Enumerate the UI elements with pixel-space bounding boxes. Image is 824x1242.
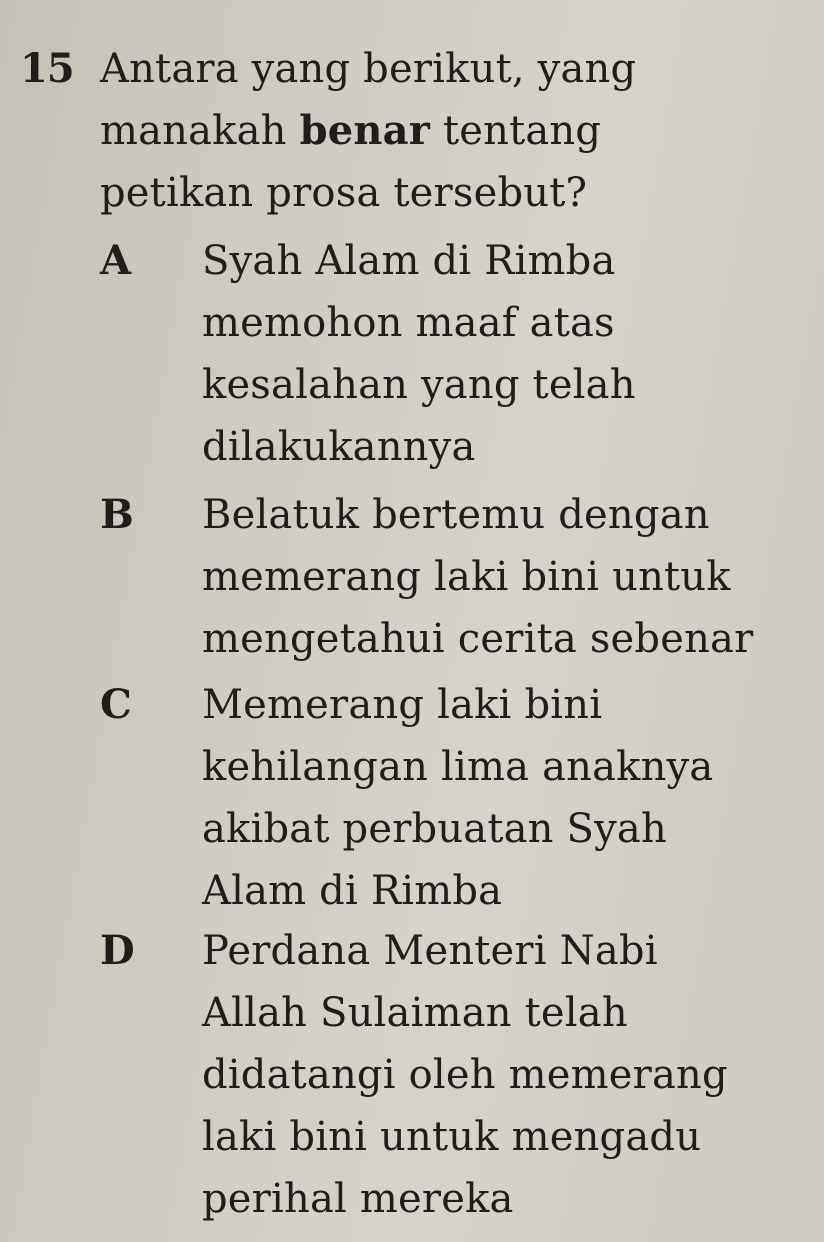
stem-line-3: petikan prosa tersebut? <box>100 170 588 216</box>
option-letter: C <box>100 681 132 728</box>
option-text-line: laki bini untuk mengadu <box>202 1114 702 1160</box>
option-text-line: dilakukannya <box>202 424 476 470</box>
option-text-line: kehilangan lima anaknya <box>202 744 714 790</box>
option-letter: D <box>100 927 135 974</box>
option-letter: A <box>100 237 132 284</box>
option-text-line: mengetahui cerita sebenar <box>202 616 754 662</box>
stem-line-1: Antara yang berikut, yang <box>100 46 637 92</box>
stem-word-tentang: tentang <box>442 108 602 154</box>
option-text-line: akibat perbuatan Syah <box>202 806 667 852</box>
stem-line-2 <box>100 100 601 162</box>
option-text-line: perihal mereka <box>202 1176 514 1222</box>
option-text-line: Belatuk bertemu dengan <box>202 492 710 538</box>
option-text-line: didatangi oleh memerang <box>202 1052 728 1098</box>
stem-emphasis-benar: benar <box>299 107 431 154</box>
option-text-line: Memerang laki bini <box>202 682 603 728</box>
option-text-line: memerang laki bini untuk <box>202 554 731 600</box>
option-text-line: Allah Sulaiman telah <box>202 990 628 1036</box>
stem-word-manakah: manakah <box>100 108 287 154</box>
option-text-line: Syah Alam di Rimba <box>202 238 616 284</box>
question-number: 15 <box>20 45 74 92</box>
option-letter: B <box>100 491 134 538</box>
option-text-line: Perdana Menteri Nabi <box>202 928 658 974</box>
option-text-line: memohon maaf atas <box>202 300 615 346</box>
option-text-line: kesalahan yang telah <box>202 362 636 408</box>
option-text-line: Alam di Rimba <box>202 868 503 914</box>
